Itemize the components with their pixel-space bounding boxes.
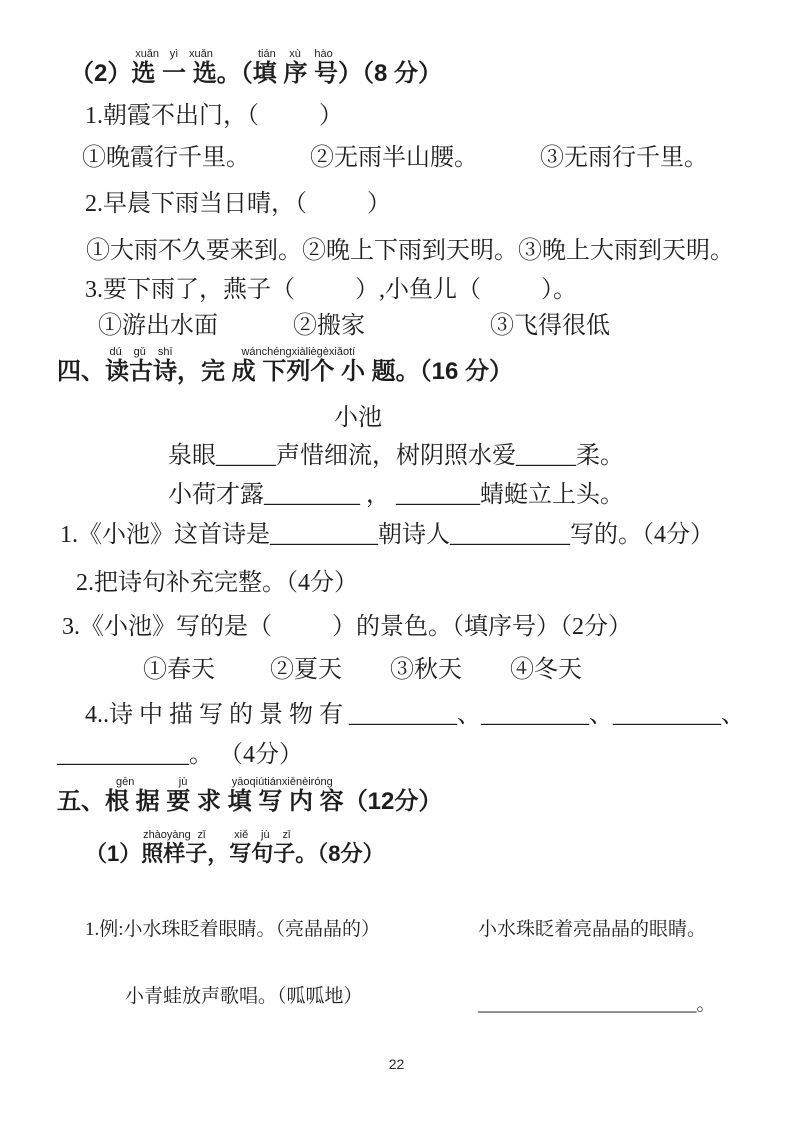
section4-question-4-line2 xyxy=(57,740,303,770)
option-item: ①晚霞行千里。 xyxy=(82,145,250,171)
poem-line-2: 小荷才露________ ， _______蜻蜓立上头。 xyxy=(168,482,624,508)
pinyin-label: zhàoyàng zǐ xyxy=(141,829,208,841)
section4-heading xyxy=(57,346,513,387)
exercise-row xyxy=(0,985,793,1015)
section5-sub1-word2: 写句子xiě jù zǐ xyxy=(229,829,296,866)
poem-line-1: 泉眼_____声惜细流，树阴照水爱_____柔。 xyxy=(168,443,624,469)
option-item: ②无雨半山腰。 xyxy=(310,145,478,171)
section5-sub1-heading xyxy=(85,829,385,867)
answer-blank: _______________________ xyxy=(478,994,697,1015)
section2-question-1: 1.朝霞不出门，（ ） xyxy=(85,103,343,129)
section4-heading-word2: 完 成 下列个 小 题wánchéngxiàliègèxiǎotí xyxy=(201,346,396,385)
section2-question-2: 2.早晨下雨当日晴，（ ） xyxy=(85,191,391,217)
section2-heading-prefix: （2） xyxy=(70,60,132,87)
option-item: ②搬家 xyxy=(293,313,365,339)
section2-heading-word2: 填 序 号tián xù hào xyxy=(252,48,339,87)
section5-sub1-mid: ， xyxy=(207,841,230,866)
section2-heading-suffix: ）（8 分） xyxy=(338,60,443,87)
section2-heading xyxy=(70,48,442,89)
section5-heading-suffix: （12分） xyxy=(343,788,443,815)
section5-heading-word1: 根 据 要 求 填 写 内 容gēn jù yāoqiútiánxiěnèiróng xyxy=(105,776,344,815)
pinyin-label: dú gǔ shī xyxy=(105,346,177,358)
section4-question-3-options xyxy=(143,655,582,685)
option-item: ①游出水面 xyxy=(98,313,218,339)
pinyin-label: xuǎn yì xuǎn xyxy=(131,48,217,60)
exercise-sentence: 小青蛙放声歌唱。（呱呱地） xyxy=(125,986,363,1007)
section2-heading-word1: 选 一 选xuǎn yì xuǎn xyxy=(131,48,217,87)
section4-question-4-line2-rest: 。 （4分） xyxy=(189,742,303,768)
pinyin-label: tián xù hào xyxy=(252,48,339,60)
section4-question-4-line1: 4..诗 中 描 写 的 景 物 有 _________、_________、_________、 xyxy=(85,702,745,728)
section4-question-1: 1.《小池》这首诗是_________朝诗人__________写的。（4分） xyxy=(60,522,714,548)
poem-title: 小池 xyxy=(334,405,382,431)
section2-question-3-options xyxy=(98,311,610,341)
section2-question-1-options xyxy=(82,143,708,173)
section5-sub1-prefix: （1） xyxy=(85,841,142,866)
section5-heading-prefix: 五、 xyxy=(57,788,105,815)
example-row xyxy=(0,918,793,943)
example-sentence: 1.例:小水珠眨着眼睛。（亮晶晶的） xyxy=(85,919,381,940)
section5-sub1-suffix: 。（8分） xyxy=(295,841,385,866)
option-item: ③秋天 xyxy=(390,657,462,683)
pinyin-label: xiě jù zǐ xyxy=(229,829,296,841)
page-number: 22 xyxy=(388,1056,405,1072)
section4-heading-suffix: 。（16 分） xyxy=(395,358,514,385)
option-item: ④冬天 xyxy=(510,657,582,683)
pinyin-label: gēn jù yāoqiútiánxiěnèiróng xyxy=(105,776,344,788)
example-answer: 小水珠眨着亮晶晶的眼睛。 xyxy=(478,919,707,940)
section4-question-3: 3.《小池》写的是（ ）的景色。（填序号）（2分） xyxy=(62,614,632,640)
section2-question-2-options: ①大雨不久要来到。②晚上下雨到天明。③晚上大雨到天明。 xyxy=(86,238,734,264)
section5-heading xyxy=(57,776,442,817)
option-item: ②夏天 xyxy=(270,657,342,683)
answer-blank: ___________ xyxy=(57,742,189,768)
option-item: ③无雨行千里。 xyxy=(540,145,708,171)
option-item: ③飞得很低 xyxy=(490,313,610,339)
option-item: ①春天 xyxy=(143,657,215,683)
section4-heading-mid: ， xyxy=(177,358,201,385)
period-mark: 。 xyxy=(696,994,716,1015)
section2-question-3: 3.要下雨了，燕子（ ）,小鱼儿（ ）。 xyxy=(85,277,577,303)
section4-heading-prefix: 四、 xyxy=(57,358,105,385)
section4-heading-word1: 读古诗dú gǔ shī xyxy=(105,346,177,385)
section2-heading-mid: 。（ xyxy=(216,60,253,87)
answer-blank-line xyxy=(478,993,716,1018)
section4-question-2: 2.把诗句补充完整。（4分） xyxy=(76,570,358,596)
pinyin-label: wánchéngxiàliègèxiǎotí xyxy=(201,346,396,358)
section5-sub1-word1: 照样子zhàoyàng zǐ xyxy=(141,829,208,866)
